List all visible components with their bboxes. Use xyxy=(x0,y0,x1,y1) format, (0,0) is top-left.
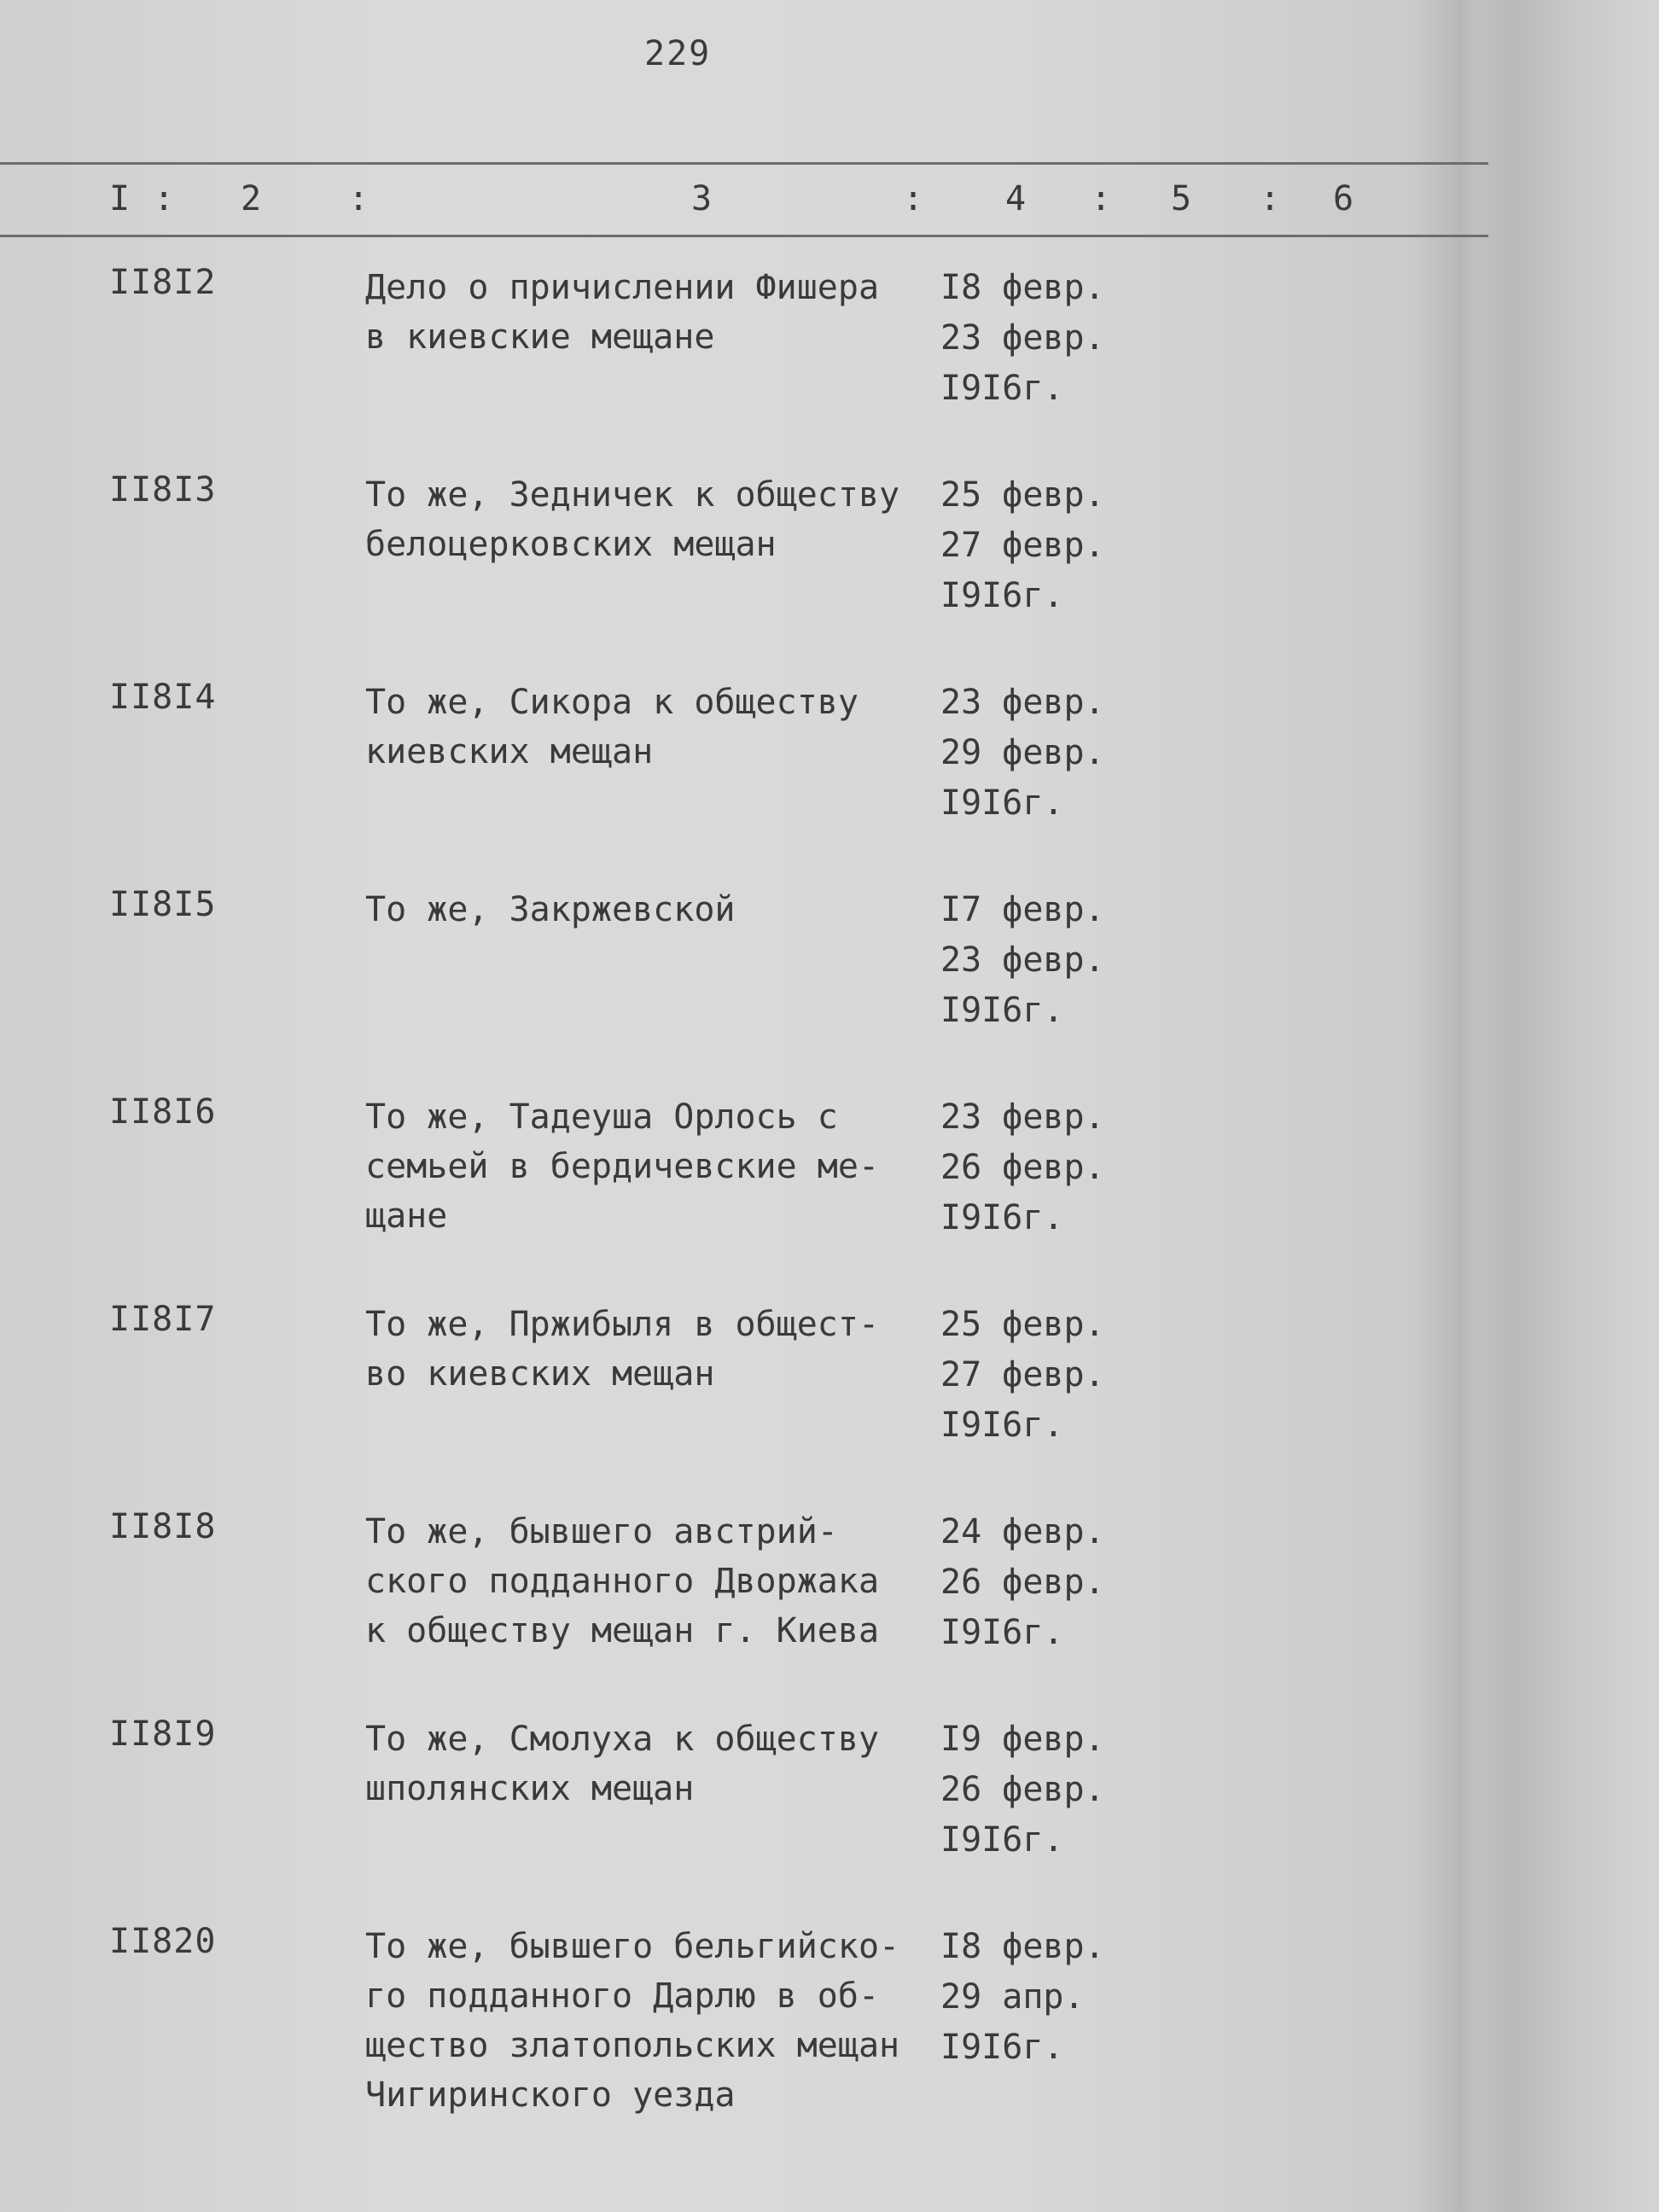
inventory-entry xyxy=(0,263,1488,470)
entry-year: I9I6г. xyxy=(940,1613,1064,1652)
entry-start-date: I7 февр. xyxy=(940,890,1105,929)
inventory-entry xyxy=(0,1922,1488,2144)
entry-year: I9I6г. xyxy=(940,369,1064,408)
header-bottom-rule xyxy=(0,235,1488,237)
entry-title: То же, Пржибыля в общест- во киевских мещан xyxy=(365,1305,880,1394)
entry-dates xyxy=(940,1092,1137,1243)
entry-title: То же, Закржевской xyxy=(365,890,736,929)
entry-start-date: 23 февр. xyxy=(940,683,1105,722)
inventory-entry xyxy=(0,885,1488,1092)
entry-title: То же, Зедничек к обществу белоцерковских мещан xyxy=(365,475,900,564)
entry-end-date: 29 апр. xyxy=(940,1977,1085,2017)
inventory-entries xyxy=(0,263,1488,2144)
entry-title: То же, Смолуха к обществу шполянских мещан xyxy=(365,1720,880,1808)
inventory-entry xyxy=(0,1092,1488,1300)
column-separator: : xyxy=(1260,179,1281,218)
entry-number: II8I6 xyxy=(109,1092,217,1132)
entry-dates xyxy=(940,1507,1137,1658)
entry-number: II8I5 xyxy=(109,885,217,924)
column-separator: : xyxy=(348,179,370,218)
entry-end-date: 26 февр. xyxy=(940,1148,1105,1187)
entry-title: То же, Сикора к обществу киевских мещан xyxy=(365,683,859,771)
column-separator: : xyxy=(903,179,924,218)
entry-title: То же, бывшего бельгийско- го подданного Дарлю в об- щество златопольских мещан Чигиринского уезда xyxy=(365,1927,900,2115)
inventory-entry xyxy=(0,678,1488,885)
entry-dates xyxy=(940,1714,1137,1866)
entry-end-date: 23 февр. xyxy=(940,940,1105,980)
entry-year: I9I6г. xyxy=(940,1406,1064,1445)
entry-start-date: I8 февр. xyxy=(940,268,1105,307)
entry-end-date: 26 февр. xyxy=(940,1770,1105,1809)
entry-end-date: 26 февр. xyxy=(940,1563,1105,1602)
entry-year: I9I6г. xyxy=(940,1820,1064,1860)
inventory-entry xyxy=(0,1300,1488,1507)
column-header-5: 5 xyxy=(1171,179,1192,218)
entry-start-date: 24 февр. xyxy=(940,1512,1105,1551)
entry-title: То же, Тадеуша Орлось с семьей в бердичевские ме- щане xyxy=(365,1097,880,1236)
inventory-entry xyxy=(0,1714,1488,1922)
entry-end-date: 27 февр. xyxy=(940,1355,1105,1394)
column-header-2: 2 xyxy=(241,179,262,218)
entry-start-date: 23 февр. xyxy=(940,1097,1105,1137)
entry-start-date: I9 февр. xyxy=(940,1720,1105,1759)
entry-year: I9I6г. xyxy=(940,1198,1064,1237)
entry-number: II8I2 xyxy=(109,263,217,302)
entry-end-date: 23 февр. xyxy=(940,318,1105,358)
entry-number: II8I8 xyxy=(109,1507,217,1546)
entry-year: I9I6г. xyxy=(940,2028,1064,2067)
entry-number: II8I9 xyxy=(109,1714,217,1754)
entry-title: Дело о причислении Фишера в киевские мещане xyxy=(365,268,880,357)
entry-dates xyxy=(940,885,1137,1036)
entry-dates xyxy=(940,1922,1137,2073)
header-top-rule xyxy=(0,162,1488,165)
entry-start-date: I8 февр. xyxy=(940,1927,1105,1966)
inventory-entry xyxy=(0,470,1488,678)
entry-end-date: 27 февр. xyxy=(940,526,1105,565)
entry-dates xyxy=(940,470,1137,621)
entry-year: I9I6г. xyxy=(940,783,1064,823)
entry-title: То же, бывшего австрий- ского подданного Дворжака к обществу мещан г. Киева xyxy=(365,1512,880,1650)
column-header-1: I xyxy=(109,179,131,218)
column-separator: : xyxy=(154,179,175,218)
entry-dates xyxy=(940,263,1137,414)
entry-end-date: 29 февр. xyxy=(940,733,1105,772)
column-header-3: 3 xyxy=(691,179,713,218)
entry-dates xyxy=(940,678,1137,829)
column-header-4: 4 xyxy=(1005,179,1027,218)
column-header-6: 6 xyxy=(1333,179,1354,218)
entry-number: II8I3 xyxy=(109,470,217,509)
entry-number: II8I4 xyxy=(109,678,217,717)
entry-start-date: 25 февр. xyxy=(940,1305,1105,1344)
page-number: 229 xyxy=(644,34,712,73)
entry-year: I9I6г. xyxy=(940,991,1064,1030)
entry-number: II820 xyxy=(109,1922,217,1961)
column-separator: : xyxy=(1091,179,1112,218)
entry-start-date: 25 февр. xyxy=(940,475,1105,515)
entry-number: II8I7 xyxy=(109,1300,217,1339)
entry-dates xyxy=(940,1300,1137,1451)
entry-year: I9I6г. xyxy=(940,576,1064,615)
inventory-entry xyxy=(0,1507,1488,1714)
